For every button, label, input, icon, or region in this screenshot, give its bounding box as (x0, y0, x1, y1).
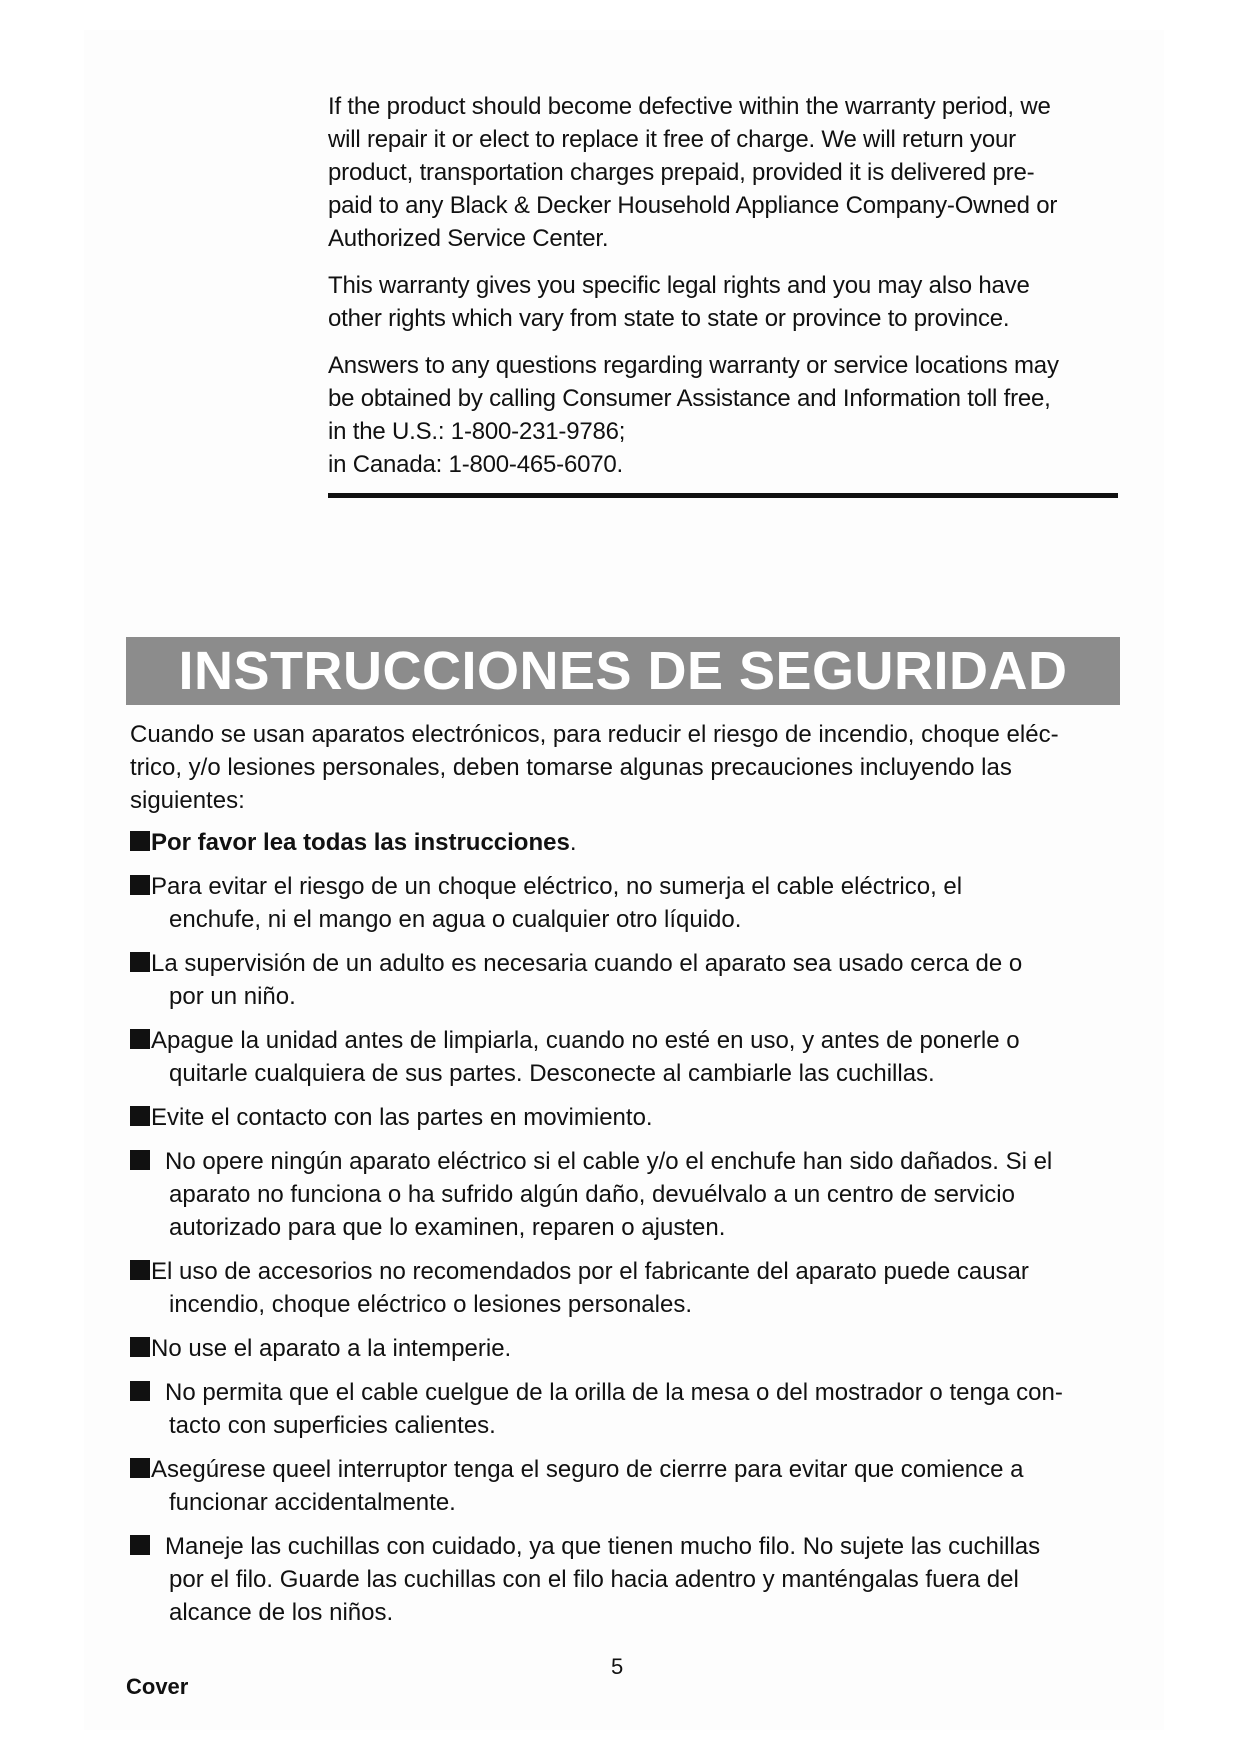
text-line: will repair it or elect to replace it free of charge. We will return your (328, 126, 1016, 153)
list-item-text: por el filo. Guarde las cuchillas con el filo hacia adentro y manténgalas fuera del (169, 1566, 1019, 1593)
list-item (130, 1376, 1140, 1442)
warranty-paragraph-contact (328, 349, 1128, 481)
list-item (130, 1024, 1140, 1090)
text-line: product, transportation charges prepaid, provided it is delivered pre- (328, 159, 1035, 186)
square-bullet-icon (130, 1106, 150, 1126)
warranty-paragraph-repair (328, 90, 1128, 255)
list-item (130, 947, 1140, 1013)
list-item-text: alcance de los niños. (169, 1599, 394, 1626)
list-item-text: No opere ningún aparato eléctrico si el cable y/o el enchufe han sido dañados. Si el (165, 1148, 1053, 1175)
list-item-text: tacto con superficies calientes. (169, 1412, 496, 1439)
page-number: 5 (611, 1654, 624, 1679)
list-item-text: Por favor lea todas las instrucciones (151, 829, 570, 856)
square-bullet-icon (130, 831, 150, 851)
list-item-text: enchufe, ni el mango en agua o cualquier otro líquido. (169, 906, 742, 933)
section-divider (328, 493, 1118, 498)
square-bullet-icon (130, 1535, 150, 1555)
list-item-text: No permita que el cable cuelgue de la orilla de la mesa o del mostrador o tenga con- (165, 1379, 1063, 1406)
list-item (130, 1101, 1140, 1134)
list-item-text: El uso de accesorios no recomendados por el fabricante del aparato puede causar (151, 1258, 1029, 1285)
canada-phone-line: in Canada: 1-800-465-6070. (328, 451, 624, 478)
safety-instructions-list (130, 826, 1140, 1640)
us-phone-line: in the U.S.: 1-800-231-9786; (328, 418, 626, 445)
list-item-text: incendio, choque eléctrico o lesiones personales. (169, 1291, 692, 1318)
list-item-suffix: . (569, 829, 577, 856)
list-item (130, 1530, 1140, 1629)
list-item (130, 1255, 1140, 1321)
footer-label: Cover (126, 1674, 189, 1699)
text-line: be obtained by calling Consumer Assistance and Information toll free, (328, 385, 1051, 412)
warranty-paragraph-rights (328, 269, 1128, 335)
list-item (130, 1145, 1140, 1244)
list-item-text: Asegúrese queel interruptor tenga el seguro de cierrre para evitar que comience a (151, 1456, 1024, 1483)
list-item-text: autorizado para que lo examinen, reparen o ajusten. (169, 1214, 726, 1241)
list-item (130, 1332, 1140, 1365)
list-item-text: No use el aparato a la intemperie. (151, 1335, 512, 1362)
warranty-text (328, 90, 1128, 495)
square-bullet-icon (130, 1029, 150, 1049)
square-bullet-icon (130, 875, 150, 895)
square-bullet-icon (130, 1337, 150, 1357)
safety-title-banner: INSTRUCCIONES DE SEGURIDAD (126, 637, 1120, 705)
text-line: Cuando se usan aparatos electrónicos, para reducir el riesgo de incendio, choque eléc- (130, 721, 1059, 748)
text-line: paid to any Black & Decker Household Appliance Company-Owned or (328, 192, 1058, 219)
list-item-text: quitarle cualquiera de sus partes. Desconecte al cambiarle las cuchillas. (169, 1060, 935, 1087)
safety-intro (130, 718, 1130, 817)
text-line: Answers to any questions regarding warranty or service locations may (328, 352, 1059, 379)
square-bullet-icon (130, 1381, 150, 1401)
list-item-text: por un niño. (169, 983, 296, 1010)
list-item-text: Evite el contacto con las partes en movimiento. (151, 1104, 653, 1131)
text-line: other rights which vary from state to state or province to province. (328, 305, 1010, 332)
list-item-text: Apague la unidad antes de limpiarla, cuando no esté en uso, y antes de ponerle o (151, 1027, 1020, 1054)
text-line: Authorized Service Center. (328, 225, 609, 252)
text-line: This warranty gives you specific legal rights and you may also have (328, 272, 1030, 299)
square-bullet-icon (130, 1260, 150, 1280)
text-line: If the product should become defective within the warranty period, we (328, 93, 1051, 120)
list-item-text: Maneje las cuchillas con cuidado, ya que tienen mucho filo. No sujete las cuchillas (165, 1533, 1041, 1560)
list-item-text: funcionar accidentalmente. (169, 1489, 456, 1516)
text-line: trico, y/o lesiones personales, deben tomarse algunas precauciones incluyendo las (130, 754, 1012, 781)
list-item (130, 826, 1140, 859)
list-item-text: aparato no funciona o ha sufrido algún daño, devuélvalo a un centro de servicio (169, 1181, 1015, 1208)
text-line: siguientes: (130, 787, 245, 814)
list-item (130, 1453, 1140, 1519)
list-item-text: La supervisión de un adulto es necesaria cuando el aparato sea usado cerca de o (151, 950, 1023, 977)
list-item-text: Para evitar el riesgo de un choque eléctrico, no sumerja el cable eléctrico, el (151, 873, 963, 900)
list-item (130, 870, 1140, 936)
square-bullet-icon (130, 1458, 150, 1478)
square-bullet-icon (130, 952, 150, 972)
square-bullet-icon (130, 1150, 150, 1170)
